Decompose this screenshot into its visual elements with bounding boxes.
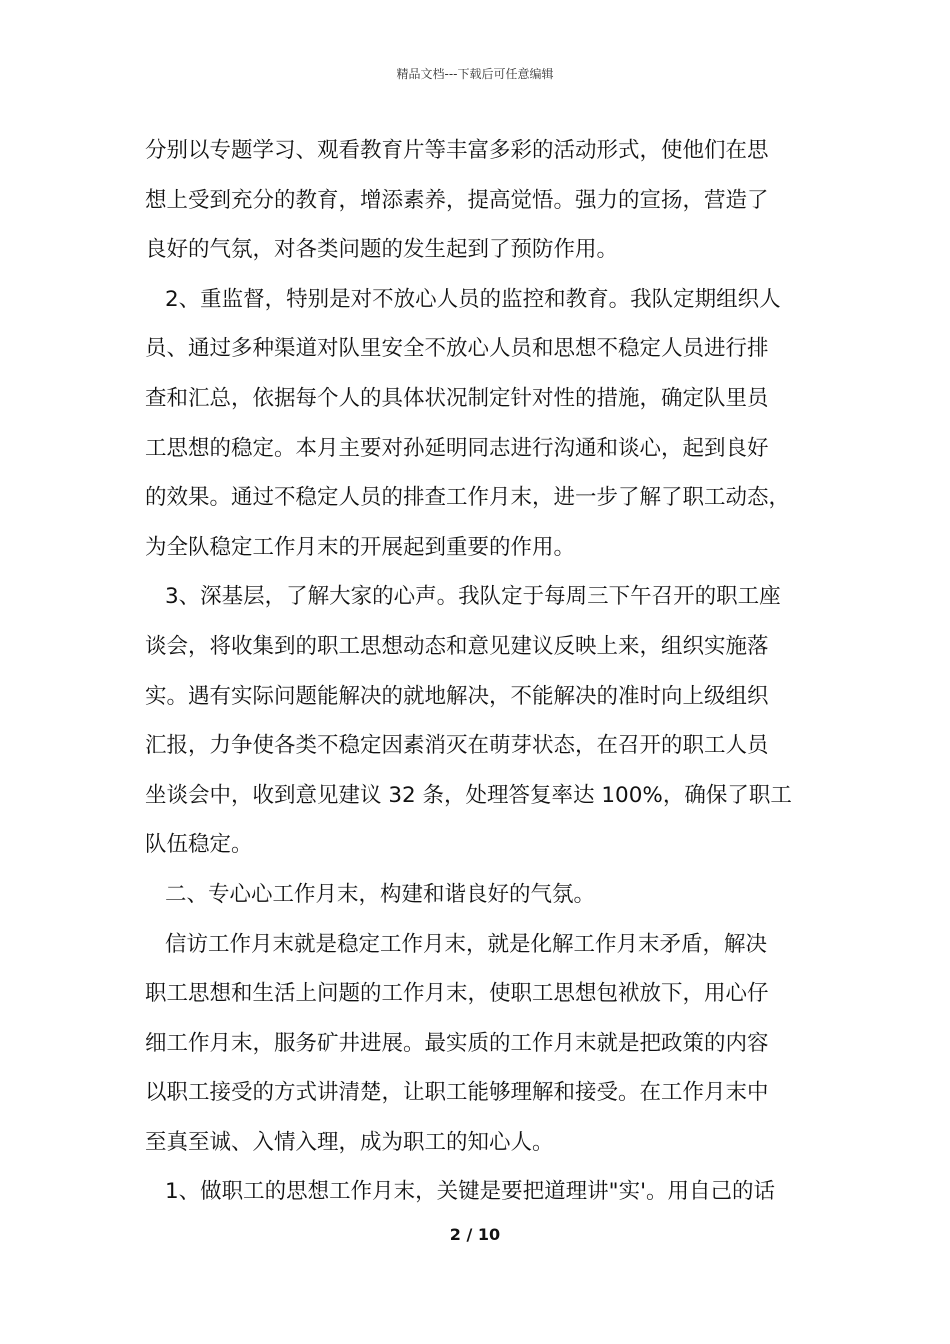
page-header: 精品文档---下载后可任意编辑 [396, 67, 554, 81]
text-line: 坐谈会中，收到意见建议 32 条，处理答复率达 100%，确保了职工 [145, 782, 792, 808]
text-line: 二、专心心工作月末，构建和谐良好的气氛。 [165, 881, 596, 907]
text-line: 职工思想和生活上问题的工作月末，使职工思想包袱放下，用心仔 [145, 981, 769, 1007]
text-line: 2、重监督，特别是对不放心人员的监控和教育。我队定期组织人 [165, 286, 781, 312]
text-line: 查和汇总，依据每个人的具体状况制定针对性的措施，确定队里员 [145, 385, 769, 411]
text-line: 的效果。通过不稳定人员的排查工作月末，进一步了解了职工动态， [145, 485, 791, 511]
page-number: 2 / 10 [449, 1225, 501, 1244]
text-line: 细工作月末，服务矿井进展。最实质的工作月末就是把政策的内容 [145, 1030, 769, 1056]
text-line: 分别以专题学习、观看教育片等丰富多彩的活动形式，使他们在思 [145, 138, 769, 163]
text-line: 3、深基层，了解大家的心声。我队定于每周三下午召开的职工座 [165, 584, 781, 610]
text-line: 汇报，力争使各类不稳定因素消灭在萌芽状态，在召开的职工人员 [145, 733, 769, 759]
text-line: 想上受到充分的教育，增添素养，提高觉悟。强力的宣扬，营造了 [145, 187, 769, 213]
text-line: 谈会，将收集到的职工思想动态和意见建议反映上来，组织实施落 [145, 633, 769, 659]
document-body [145, 126, 825, 1217]
text-line: 队伍稳定。 [145, 832, 253, 858]
text-line: 工思想的稳定。本月主要对孙延明同志进行沟通和谈心，起到良好 [145, 435, 769, 461]
text-line: 1、做职工的思想工作月末，关键是要把道理讲"实'。用自己的话 [165, 1179, 775, 1205]
text-line: 员、通过多种渠道对队里安全不放心人员和思想不稳定人员进行排 [145, 336, 769, 362]
text-line: 良好的气氛，对各类问题的发生起到了预防作用。 [145, 237, 619, 263]
text-line: 实。遇有实际问题能解决的就地解决，不能解决的准时向上级组织 [145, 683, 769, 709]
text-line: 信访工作月末就是稳定工作月末，就是化解工作月末矛盾，解决 [165, 931, 768, 957]
text-line: 至真至诚、入情入理，成为职工的知心人。 [145, 1129, 554, 1155]
text-line: 为全队稳定工作月末的开展起到重要的作用。 [145, 534, 576, 560]
text-line: 以职工接受的方式讲清楚，让职工能够理解和接受。在工作月末中 [145, 1080, 769, 1106]
